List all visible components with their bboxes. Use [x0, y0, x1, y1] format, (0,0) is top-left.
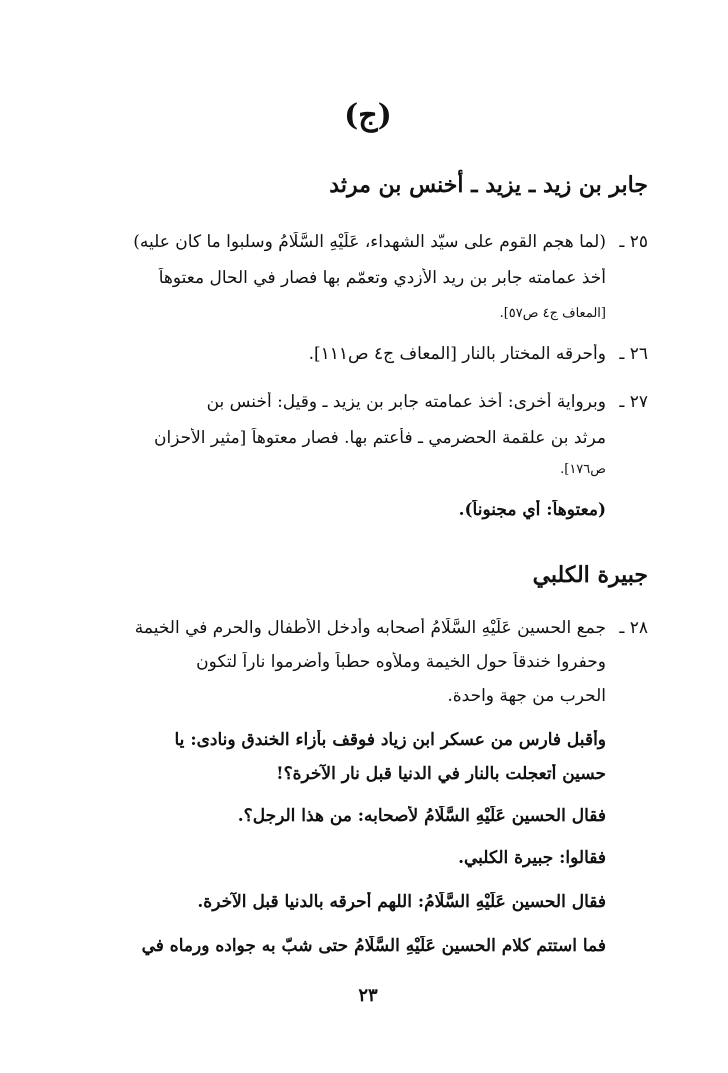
entry-number: ٢٨ ـ	[619, 618, 648, 638]
heading-jubayra: جبيرة الكلبي	[532, 562, 648, 588]
entry-28-line-6: فقال الحسين عَلَيْهِ السَّلَامُ لأصحابه: من هذا الرجل؟.	[237, 806, 606, 826]
section-letter: (ج)	[344, 98, 392, 133]
entry-27-line-2: مرثد بن علقمة الحضرمي ـ فأعتم بها. فصار معتوهاً [مثير الأحزان	[154, 428, 606, 448]
entry-25-line-2: أخذ عمامته جابر بن ريد الأزدي وتعمّم بها فصار في الحال معتوهاً	[158, 268, 606, 288]
entry-number: ٢٦ ـ	[619, 344, 648, 364]
entry-28-line-9: فما استتم كلام الحسين عَلَيْهِ السَّلَامُ حتى شبّ به جواده ورماه في	[141, 936, 606, 956]
entry-27-citation: ص١٧٦].	[560, 462, 606, 477]
entry-number: ٢٥ ـ	[619, 232, 648, 252]
entry-number: ٢٧ ـ	[619, 392, 648, 412]
entry-28-line-1: ٢٨ ـجمع الحسين عَلَيْهِ السَّلَامُ أصحابه وأدخل الأطفال والحرم في الخيمة	[134, 618, 648, 638]
entry-28-line-4: وأقبل فارس من عسكر ابن زياد فوقف بأزاء الخندق ونادى: يا	[174, 730, 606, 750]
entry-28-line-3: الحرب من جهة واحدة.	[447, 686, 606, 706]
document-page	[88, 0, 648, 1073]
entry-28-line-7: فقالوا: جبيرة الكلبي.	[458, 848, 606, 868]
entry-25-line-1: ٢٥ ـ(لما هجم القوم على سيّد الشهداء، عَلَيْهِ السَّلَامُ وسلبوا ما كان عليه)	[133, 232, 648, 252]
entry-27-line-1: ٢٧ ـوبرواية أخرى: أخذ عمامته جابر بن يزيد ـ وقيل: أخنس بن	[206, 392, 648, 412]
heading-jabir: جابر بن زيد ـ يزيد ـ أخنس بن مرثد	[329, 172, 648, 198]
entry-27-gloss: (معتوهاً: أي مجنوناً).	[458, 500, 606, 520]
entry-28-line-2: وحفروا خندقاً حول الخيمة وملأوه حطباً وأضرموا ناراً لتكون	[196, 652, 606, 672]
entry-28-line-5: حسين أتعجلت بالنار في الدنيا قبل نار الآخرة؟!	[276, 764, 606, 784]
entry-25-citation: [المعاف ج٤ ص٥٧].	[499, 306, 606, 321]
entry-28-line-8: فقال الحسين عَلَيْهِ السَّلَامُ: اللهم أحرقه بالدنيا قبل الآخرة.	[197, 892, 606, 912]
page-number: ٢٣	[358, 985, 378, 1006]
entry-26-line-1: ٢٦ ـوأحرقه المختار بالنار [المعاف ج٤ ص١١١].	[308, 344, 648, 364]
